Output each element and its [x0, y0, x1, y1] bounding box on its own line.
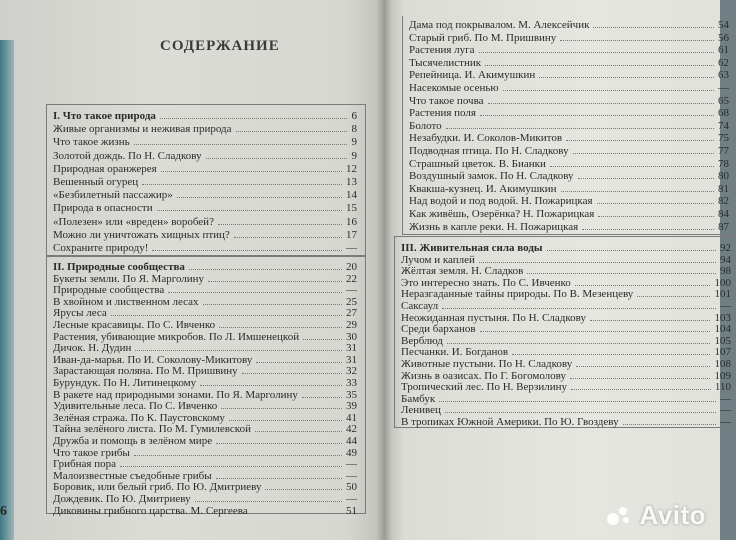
entry-title: Дождевик. По Ю. Дмитриеву [53, 493, 191, 505]
leader-dots [582, 228, 714, 230]
entry-title: В хвойном и лиственном лесах [53, 295, 199, 308]
entry-title: Зелёная стража. По К. Паустовскому [53, 411, 225, 424]
entry-page-number: — [346, 469, 357, 482]
leader-dots [242, 372, 342, 374]
entry-page-number: 62 [718, 56, 729, 69]
leader-dots [439, 400, 716, 402]
contents-entry [53, 135, 357, 149]
leader-dots [573, 152, 714, 154]
leader-dots [142, 183, 342, 185]
leader-dots [177, 196, 342, 198]
leader-dots [216, 477, 342, 479]
leader-dots [566, 139, 714, 141]
entry-title: Это интересно знать. По С. Ивченко [401, 276, 571, 289]
leader-dots [189, 268, 342, 270]
contents-entry [53, 504, 357, 518]
entry-title: Природа в опасности [53, 202, 153, 215]
leader-dots [303, 338, 342, 340]
entry-title: Вешенный огурец [53, 176, 139, 188]
leader-dots [135, 349, 342, 351]
contents-entry [53, 201, 357, 215]
leader-dots [578, 177, 714, 179]
leader-dots [161, 170, 342, 172]
leader-dots [218, 223, 342, 225]
entry-page-number: — [720, 404, 731, 417]
contents-entry [409, 220, 729, 234]
entry-title: Тысячелистник [409, 56, 482, 69]
entry-page-number: 105 [714, 334, 731, 347]
leader-dots [221, 407, 342, 409]
leader-dots [527, 272, 716, 274]
entry-title: Незабудки. И. Соколов-Микитов [409, 132, 563, 145]
entry-page-number: 12 [346, 162, 357, 175]
entry-page-number: 100 [714, 276, 731, 289]
entry-page-number: 65 [718, 94, 729, 107]
entry-page-number: 104 [714, 323, 731, 336]
leader-dots [479, 51, 714, 53]
entry-page-number: 16 [346, 215, 357, 228]
entry-title: Иван-да-марья. По И. Соколову-Микитову [53, 353, 253, 366]
leader-dots [598, 215, 714, 217]
section-heading-row [53, 109, 357, 123]
leader-dots [623, 423, 716, 425]
entry-page-number: — [720, 392, 731, 405]
leader-dots [547, 249, 716, 251]
entry-title: Что такое жизнь [53, 136, 130, 149]
leader-dots [550, 165, 714, 167]
contents-section-2 [46, 256, 366, 517]
entry-page-number: 77 [718, 145, 729, 157]
entry-page-number: 22 [346, 272, 357, 285]
entry-page-number: 8 [351, 123, 357, 136]
contents-entry [53, 149, 357, 163]
entry-page-number: 20 [346, 261, 357, 273]
entry-page-number: 82 [718, 195, 729, 208]
leader-dots [152, 249, 342, 251]
entry-title: Ленивец [401, 404, 441, 417]
entry-page-number: 109 [714, 369, 731, 382]
leader-dots [219, 326, 342, 328]
entry-title: «Полезен» или «вреден» воробей? [53, 215, 214, 228]
contents-entry [53, 188, 357, 202]
entry-page-number: 17 [346, 228, 357, 241]
left-edge-strip [0, 40, 14, 540]
entry-page-number: 75 [718, 132, 729, 145]
leader-dots [229, 419, 342, 421]
entry-page-number: 92 [720, 242, 731, 254]
leader-dots [576, 365, 710, 367]
entry-title: Золотой дождь. По Н. Сладкову [53, 149, 202, 162]
entry-title: Саксаул [401, 300, 439, 312]
entry-page-number: 6 [351, 110, 357, 122]
entry-title: Что такое грибы [53, 446, 130, 459]
entry-page-number: 44 [346, 435, 357, 447]
leader-dots [252, 512, 342, 514]
leader-dots [111, 314, 342, 316]
watermark-text: Avito [639, 500, 706, 530]
entry-title: Живые организмы и неживая природа [53, 123, 232, 136]
page-title: СОДЕРЖАНИЕ [160, 38, 280, 54]
entry-page-number: 9 [351, 136, 357, 149]
entry-title: Среди барханов [401, 323, 476, 336]
entry-title: Природные сообщества [53, 284, 165, 297]
entry-page-number: 39 [346, 400, 357, 413]
page-number: 6 [0, 504, 7, 519]
leader-dots [637, 295, 710, 297]
right-page [384, 0, 731, 540]
entry-page-number: — [346, 493, 357, 505]
leader-dots [208, 280, 342, 282]
leader-dots [120, 465, 342, 467]
entry-title: Растения поля [409, 107, 476, 120]
leader-dots [256, 361, 342, 363]
entry-title: Неожиданная пустыня. По Н. Сладкову [401, 311, 586, 324]
entry-page-number: 13 [346, 176, 357, 188]
entry-title: Ярусы леса [53, 307, 107, 320]
leader-dots [203, 303, 342, 305]
avito-logo-icon [605, 505, 633, 527]
entry-page-number: 25 [346, 295, 357, 308]
entry-page-number: 80 [718, 170, 729, 183]
leader-dots [575, 284, 710, 286]
leader-dots [570, 377, 710, 379]
entry-page-number: — [346, 242, 357, 254]
entry-title: Что такое почва [409, 94, 484, 107]
entry-title: Малоизвестные съедобные грибы [53, 469, 212, 482]
avito-watermark [605, 500, 706, 531]
entry-page-number: 103 [714, 311, 731, 324]
leader-dots [134, 143, 347, 145]
leader-dots [560, 39, 714, 41]
entry-page-number: 35 [346, 388, 357, 401]
entry-title: В ракете над природными зонами. По Я. Марголину [53, 388, 298, 401]
entry-page-number: 101 [714, 288, 731, 301]
entry-page-number: 74 [718, 119, 729, 132]
entry-page-number: 49 [346, 446, 357, 459]
entry-title: Дружба и помощь в зелёном мире [53, 435, 213, 447]
leader-dots [206, 157, 347, 159]
entry-title: Дама под покрывалом. М. Алексейчик [409, 19, 590, 31]
entry-page-number: 110 [714, 381, 731, 394]
entry-title: Животные пустыни. По Н. Сладкову [401, 358, 573, 370]
entry-title: Жизнь в капле реки. Н. Пожарицкая [409, 220, 579, 233]
entry-page-number: 14 [346, 189, 357, 202]
entry-page-number: 68 [718, 107, 729, 120]
entry-page-number: 41 [346, 411, 357, 424]
leader-dots [236, 130, 347, 132]
leader-dots [168, 291, 342, 293]
entry-page-number: 87 [718, 220, 729, 233]
entry-page-number: 78 [718, 157, 729, 170]
entry-page-number: 108 [714, 358, 731, 370]
entry-page-number: 63 [718, 69, 729, 82]
entry-page-number: 15 [346, 202, 357, 215]
contents-entry [401, 415, 731, 429]
entry-page-number: 56 [718, 31, 729, 44]
entry-title: Как живёшь, Озерёнка? Н. Пожарицкая [409, 208, 595, 220]
leader-dots [234, 236, 342, 238]
entry-title: Жёлтая земля. Н. Сладков [401, 265, 524, 278]
entry-page-number: — [718, 82, 729, 94]
entry-page-number: 51 [346, 504, 357, 517]
entry-title: Квакша-кузнец. И. Акимушкин [409, 182, 557, 195]
entry-title: Подводная птица. По Н. Сладкову [409, 145, 569, 157]
leader-dots [479, 261, 716, 263]
entry-title: Неразгаданные тайны природы. По В. Мезенцеву [401, 288, 634, 301]
leader-dots [597, 202, 714, 204]
entry-title: Природная оранжерея [53, 162, 157, 175]
entry-title: «Безбилетный пассажир» [53, 189, 173, 202]
entry-page-number: 33 [346, 377, 357, 389]
entry-page-number: 98 [720, 265, 731, 278]
leader-dots [445, 411, 716, 413]
entry-title: Насекомые осенью [409, 82, 499, 94]
entry-page-number: — [720, 416, 731, 428]
contents-section-3 [394, 236, 736, 428]
entry-title: Верблюд [401, 334, 443, 347]
leader-dots [539, 76, 714, 78]
leader-dots [195, 500, 342, 502]
entry-title: I. Что такое природа [53, 110, 156, 122]
entry-title: Букеты земли. По Я. Марголину [53, 272, 205, 285]
entry-title: Удивительные леса. По С. Ивченко [53, 400, 218, 413]
entry-page-number: — [346, 458, 357, 471]
entry-page-number: 9 [351, 149, 357, 162]
contents-entry [53, 175, 357, 189]
entry-title: Воздушный замок. По Н. Сладкову [409, 170, 574, 183]
entry-page-number: 29 [346, 319, 357, 331]
entry-page-number: 31 [346, 342, 357, 355]
entry-page-number: 94 [720, 253, 731, 266]
leader-dots [503, 89, 714, 91]
entry-title: Грибная пора [53, 458, 116, 471]
leader-dots [590, 319, 710, 321]
entry-title: Песчанки. И. Богданов [401, 346, 509, 359]
entry-title: II. Природные сообщества [53, 261, 185, 273]
entry-page-number: — [720, 300, 731, 312]
entry-title: Можно ли уничтожать хищных птиц? [53, 228, 230, 241]
contents-entry [53, 228, 357, 242]
leader-dots [302, 396, 342, 398]
entry-title: III. Живительная сила воды [401, 242, 543, 254]
entry-title: Над водой и под водой. Н. Пожарицкая [409, 195, 593, 208]
entry-title: Сохраните природу! [53, 242, 149, 254]
leader-dots [480, 114, 714, 116]
entry-page-number: 54 [718, 19, 729, 31]
entry-title: Диковины грибного царства. М. Сергеева [53, 504, 248, 517]
entry-title: Боровик, или белый гриб. По Ю. Дмитриеву [53, 481, 262, 494]
entry-page-number: — [346, 284, 357, 297]
entry-page-number: 30 [346, 330, 357, 343]
entry-title: Лесные красавицы. По С. Ивченко [53, 319, 216, 331]
entry-title: Репейница. И. Акимушкин [409, 69, 536, 82]
leader-dots [447, 342, 710, 344]
entry-title: Растения луга [409, 44, 475, 57]
contents-entry [53, 241, 357, 255]
leader-dots [488, 102, 714, 104]
entry-page-number: 31 [346, 353, 357, 366]
entry-page-number: 27 [346, 307, 357, 320]
leader-dots [157, 209, 342, 211]
contents-section-1 [46, 104, 366, 256]
leader-dots [265, 488, 342, 490]
entry-title: Старый гриб. По М. Пришвину [409, 31, 557, 44]
leader-dots [134, 454, 342, 456]
entry-title: Жизнь в оазисах. По Г. Богомолову [401, 369, 566, 382]
leader-dots [255, 430, 342, 432]
entry-title: Дичок. Н. Дудин [53, 342, 132, 355]
leader-dots [200, 384, 342, 386]
entry-page-number: 84 [718, 208, 729, 220]
entry-title: Болото [409, 119, 442, 132]
entry-title: Лучом и каплей [401, 253, 475, 266]
leader-dots [446, 127, 714, 129]
contents-section-top [402, 16, 734, 235]
entry-title: Зарастающая поляна. По М. Пришвину [53, 365, 238, 378]
entry-title: Тайна зелёного листа. По М. Гумилевской [53, 423, 251, 436]
entry-page-number: 61 [718, 44, 729, 57]
entry-title: В тропиках Южной Америки. По Ю. Гвоздеву [401, 416, 619, 428]
entry-title: Бамбук [401, 392, 436, 405]
entry-page-number: 81 [718, 182, 729, 195]
leader-dots [571, 388, 711, 390]
leader-dots [480, 330, 710, 332]
entry-title: Растения, убивающие микробов. По Л. Имшенецкой [53, 330, 300, 343]
leader-dots [160, 117, 347, 119]
book-gutter [376, 0, 392, 540]
leader-dots [442, 307, 716, 309]
contents-entry [53, 215, 357, 229]
leader-dots [561, 190, 714, 192]
leader-dots [216, 442, 342, 444]
entry-page-number: 107 [714, 346, 731, 359]
leader-dots [512, 353, 710, 355]
entry-title: Страшный цветок. В. Бианки [409, 157, 546, 170]
leader-dots [593, 26, 714, 28]
entry-title: Тропический лес. По Н. Верзилину [401, 381, 568, 394]
contents-entry [53, 162, 357, 176]
entry-title: Бурундук. По Н. Литинецкому [53, 377, 197, 389]
contents-entry [53, 122, 357, 136]
leader-dots [485, 64, 714, 66]
entry-page-number: 32 [346, 365, 357, 378]
entry-page-number: 50 [346, 481, 357, 494]
entry-page-number: 42 [346, 423, 357, 436]
